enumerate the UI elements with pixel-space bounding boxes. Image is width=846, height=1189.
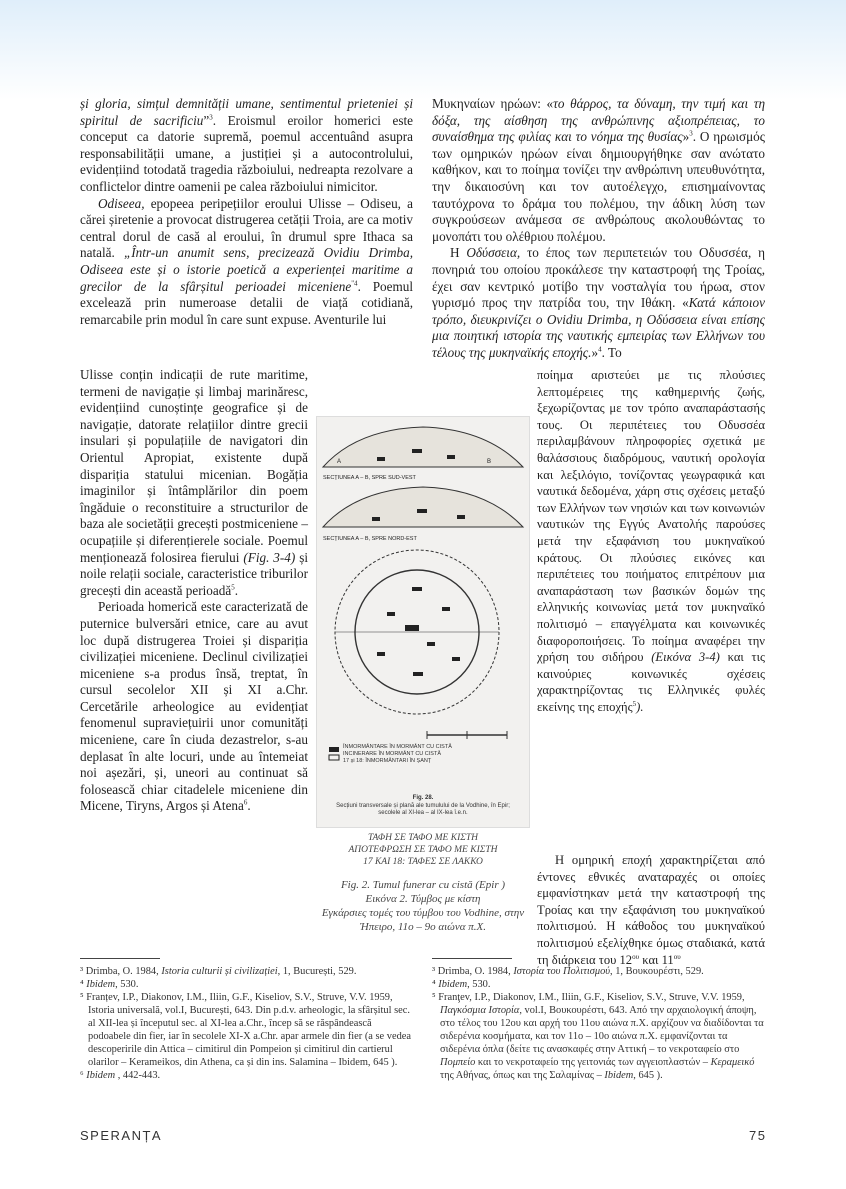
section-label-ne: SECȚIUNEA A – B, SPRE NORD-EST [323,536,417,542]
figure-caption-gr-1: Εικόνα 2. Τύμβος με κίστη [365,893,481,905]
figure-caption-ro: Fig. 2. Tumul funerar cu cistă (Epir ) [340,879,506,891]
gr-paragraph-1: Μυκηναίων ηρώων: «το θάρρος, τα δύναμη, την τιμή και τη δόξα, της αίσθηση της ανθρώπινης αξιοπρέπειας, το συναίσθημα της φιλίας και το νόημα της θυσίας»$^3$. Ο ηρωισμός των ομηρικών ηρώων είναι δημιουργήθηκε σαν ανώτατο καθήκον, και το ποίημα τονίζει την ανθρώπινη υπευθυνότητα, την δικαιοσύνη και τον αυτοέλεγχο, επισημαίνοντας ταυτόχρονα το δράμα του πολέμου, την άδικη λύση των συγκρούσεων ανάμεσα σε ανθρώπους ακολουθώντας το μονοπάτι του ολέθριου πολέμου. [432,96,765,244]
figure-inner-title: Fig. 28. [412,795,434,801]
figure-caption [314,878,532,934]
footnote-5-gr: ⁵ Franţev, I.P., Diakonov, I.M., Iliin, G.F., Kiseliov, S.V., Struve, V.V. 1959, Παγκόσμια Ιστορία, vol.I, Βουκουρέστι, 643. Από την αρχαιολογική άποψη, στο τέλος του 12ου και αρχή του 11ου αιώνα π.Χ. αρχίζουν να διαδίδονται τα σιδερένια κοσμήματα, και τον 11ο – 10ο αιώνα π.Χ. εμφανίζονται τα σιδερένια όπλα (δείτε τις ανασκαφές στην Αττική – το νεκροταφείο στο Πομπείο και το νεκροταφείο της γειτονιάς των αγγειοπλαστών – Κεραμεικό της Αθήνας, όπως και της Σαλαμίνας – Ibidem, 645 ). [432,992,764,1081]
footnote-5-ro: ⁵ Franțev, I.P., Diakonov, I.M., Iliin, G.F., Kiseliov, S.V., Struve, V.V. 1959, Istoria universală, vol.I, București, 643. Din p.d.v. arheologic, la sfârșitul sec. al XII-lea și începutul sec. al XI-lea a.Chr., încep să se răspândească podoabele din fier, iar în secolele XI-X a.Chr. apar armele din fier (a se vedea descoperirile din Attica – cimitirul din Pompeion și cimitirul din cartierul olarilor – Kerameikos, din Athena, ca și din ins. Salamina – Ibidem, 645 ). [80,992,411,1068]
footnote-4-ro: ⁴ Ibidem, 530. [80,979,139,990]
footnote-rule-right [432,958,512,959]
romanian-column [80,96,413,328]
footnote-6-ro: ⁶ Ibidem , 442-443. [80,1070,161,1081]
journal-name: SPERANȚA [80,1128,163,1143]
footnote-rule-left [80,958,160,959]
figure-inner-text: Secțiuni transversale și plană ale tumulului de la Vodhine, în Epir; secolele al XI-lea – al IX-lea î.e.n. [336,803,510,816]
ro-paragraph-2: Odiseea, epopeea peripețiilor eroului Ulisse – Odiseu, a cărei șiretenie a provocat distrugerea cetății Troia, are ca motiv central dorul de casă al eroului, în drumul spre Ithaca sa natală. „Într-un anumit sens, precizează Ovidiu Drimba, Odiseea este și o istorie poetică a experienței maritime a grecilor de la sfârșitul perioadei miceniene$^{"4}$. Poemul excelează prin numeroase detalii de viață cotidiană, remarcabile prin modul în care sunt expuse. Aventurile lui [80,195,414,327]
gr-paragraph-2-cont: ποίημα αριστεύει με τις πλούσιες λεπτομέρειες της καθημερινής ζωής, ξεχωρίζοντας με τον τρόπο αναπαράστασής τους. Οι περιπέτειες του Οδυσσέα περιλαμβάνουν πληροφορίες σχετικά με θαλάσσιους διαδρόμους, ναυτική ορολογία και λεξιλόγιο, τονίζοντας γεωγραφικά και ναυτικά δεδομένα, χάρη στις σχέσεις μεταξύ των Ελλήνων των νησιών και των κοινωνιών ναυτικών της Εγγύς Ανατολής παρούσες μετά την εξαφάνιση του μυκηναϊκού κράτους. Οι πλούσιες εικόνες και περιπέτειες του ποιήματος επιτρέπουν μια αναπαράσταση των βασικών δομών της ελληνικής κοινωνίας μετά τον μυκηναϊκό πολιτισμό – επαγγέλματα και κοινωνικές διαφοροποιήσεις. Το ποίημα αναφέρει την χρήση του σιδήρου (Εικόνα 3-4) και τις καινούριες κοινωνικές σχέσεις χαρακτηρίζοντας τις Ελληνικές φυλές εκείνης της εποχής$^5$). [537,368,765,714]
gr-paragraph-3: Η ομηρική εποχή χαρακτηρίζεται από έντονες εθνικές αναταραχές οι οποίες εμφανίστηκαν μετά την καταστροφή της Τροίας και την εξαφάνιση του μυκηναϊκού πολιτισμού. Η κάθοδος του μυκηναϊκού πολιτισμού εξελίχθηκε όμως σταδιακά, κατά τη διάρκεια του $12^{o\upsilon}$ και $11^{o\upsilon}$ [537,853,765,967]
page-number: 75 [749,1128,767,1143]
gr-paragraph-2: Η Οδύσσεια, το έπος των περιπετειών του Οδυσσέα, η πονηριά του οποίου προκάλεσε την καταστροφή της Τροίας, έχει σαν κεντρικό μοτίβο την νοσταλγία του ήρωα, στον γυρισμό προς την πατρίδα του, την Ιθάκη. «Κατά κάποιον τρόπο, διευκρινίζει ο Ovidiu Drimba, η Οδύσσεια είναι επίσης μια ποιητική ιστορία της ναυτικής εμπειρίας των Ελλήνων του τέλους της μυκηναϊκής εποχής.»$^4$. Το [432,245,765,360]
figure-caption-greek-legend: ΤΑΦΗ ΣΕ ΤΑΦΟ ΜΕ ΚΙΣΤΗ ΑΠΟΤΕΦΡΩΣΗ ΣΕ ΤΑΦΟ ΜΕ ΚΙΣΤΗ 17 ΚΑΙ 18: ΤΑΦΕΣ ΣΕ ΛΑΚΚΟ [348,833,498,867]
tumulus-figure [316,416,530,828]
greek-column-narrow [537,367,765,715]
footnotes-greek [432,965,770,1082]
footnotes-romanian [80,965,413,1082]
svg-text:B: B [487,459,492,465]
greek-column [432,96,765,362]
ro-paragraph-2-cont: Ulisse conțin indicații de rute maritime, termeni de navigație și limbaj marinăresc, evidențiind cunoștințe geografice și de navigație, datorate relațiilor dintre grecii insulari și populațiile de navigatori din Orientul Apropiat, existente după dispariția statului micenian. Bogăția imaginilor și întâmplărilor din poem îngăduie o reconstituire a structurilor de baza ale societății grecești postmiceniene – ocupațiile și diferențierele sociale. Poemul menționează folosirea fierului (Fig. 3-4) și noile relații sociale, caracteristice triburilor grecești din această perioadă$^5$. [80,367,309,598]
ro-paragraph-1: și gloria, simțul demnității umane, sentimentul prieteniei și spiritul de sacrificiu”$^3$. Eroismul eroilor homerici este conceput ca datorie supremă, poemul accentuând asupra responsabilității umane, a justiției și a autocontrolului, evidențiind totodată tragedia războiului, nedreapta rezolvare a conflictelor dintre oamenii pe calea războiului nimicitor. [80,96,413,194]
greek-column-bottom [537,852,765,968]
romanian-column-narrow [80,367,308,815]
section-label-sv: SECȚIUNEA A – B, SPRE SUD-VEST [323,475,416,481]
footnote-4-gr: ⁴ Ibidem, 530. [432,979,491,990]
svg-text:A: A [337,459,342,465]
figure-caption-gr-2: Εγκάρσιες τομές του τύμβου του Vodhine, στην Ήπειρο, 11ο – 9ο αιώνα π.Χ. [321,907,525,933]
footnote-3-gr: ³ Drimba, O. 1984, Ιστορία του Πολιτισμού, 1, Βουκουρέστι, 529. [432,966,704,977]
footnote-3-ro: ³ Drimba, O. 1984, Istoria culturii și civilizației, 1, București, 529. [80,966,357,977]
header-band [0,0,846,100]
figure-legend: ÎNMORMÂNTARE ÎN MORMÂNT CU CISTĂ INCINERARE ÎN MORMÂNT CU CISTĂ 17 și 18: ÎNMORMÂNTARI ÎN ȘANȚ [343,744,452,764]
ro-paragraph-3: Perioada homerică este caracterizată de puternice bulversări etnice, care au avut loc după distrugerea Troiei și dispariția civilizației miceniene. Declinul civilizației miceniene s-a produs însă, treptat, în cursul secolelor XII și XI a.Chr. Cercetările arheologice au evidențiat fenomenul supraviețuirii unor comunități miceniene, care în ciuda dezastrelor, s-au deplasat în alte locuri, unde au întemeiat noi așezări, și, uneori au continuat să folosească chiar citadelele miceniene din Micene, Tiryns, Argos și Atena$^6$. [80,599,308,814]
tumulus-drawing [317,417,529,827]
